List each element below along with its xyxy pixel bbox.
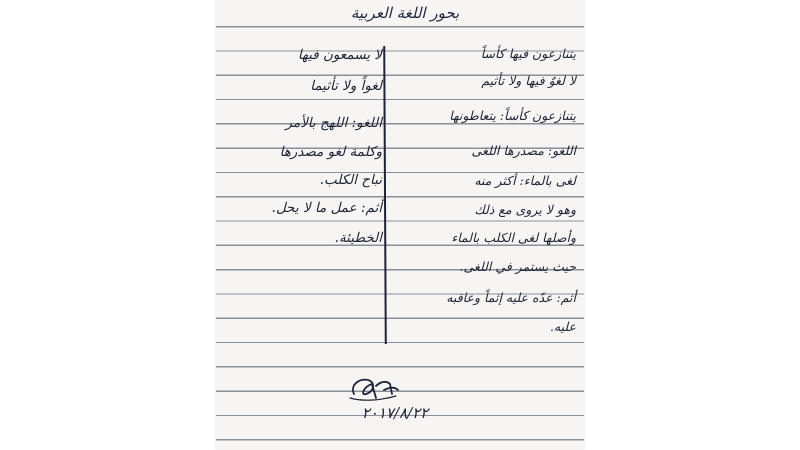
- note-line: لغى بالماء: أكثر منه: [474, 173, 576, 188]
- page-title: بحور اللغة العربية: [350, 4, 460, 22]
- note-line: يتنازعون كأساً: يتعاطونها: [449, 108, 576, 123]
- note-line: حيث يستمر في اللغى.: [459, 259, 576, 274]
- note-line: أثم: عدّه عليه إثماً وعاقبه: [446, 290, 576, 305]
- note-line: نباح الكلب.: [319, 172, 382, 188]
- note-line: اللغو: اللهج بالأمر: [285, 115, 382, 131]
- note-line: أثم: عمل ما لا يحل.: [271, 200, 382, 216]
- note-line: وهو لا يروى مع ذلك: [474, 202, 576, 217]
- note-line: يتنازعون فيها كأساً: [480, 46, 576, 61]
- note-line: اللغو: مصدرها اللغى: [471, 143, 576, 158]
- note-line: لغواً ولا تأثيما: [310, 78, 382, 94]
- note-line: وأصلها لغى الكلب بالماء: [451, 230, 576, 245]
- note-line: لا لغوٌ فيها ولا تأثيم: [481, 73, 576, 88]
- note-line: وكلمة لغو مصدرها: [279, 144, 382, 160]
- note-line: الخطيئة.: [334, 230, 382, 246]
- signature: [346, 372, 402, 404]
- note-line: لا يسمعون فيها: [297, 47, 382, 63]
- note-line: عليه.: [549, 319, 576, 334]
- date-text: ٢٠١٧/٨/٢٢: [361, 404, 429, 422]
